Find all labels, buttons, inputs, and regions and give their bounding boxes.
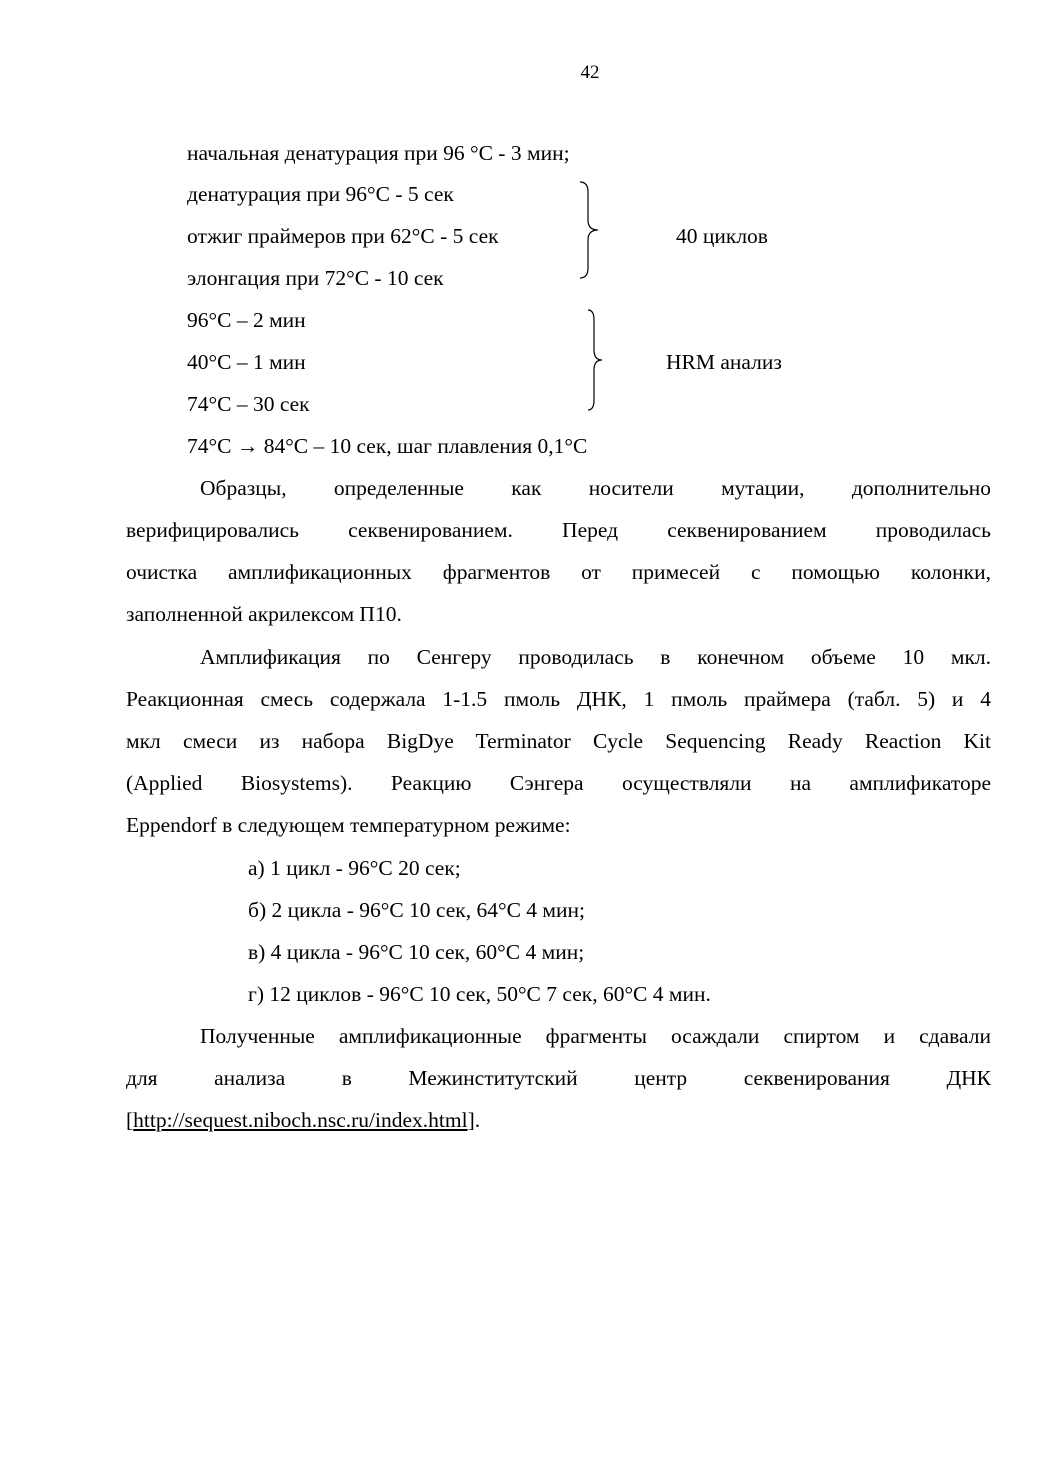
paragraph-line <box>126 1099 991 1141</box>
hrm-analysis-label: HRM анализ <box>666 350 782 374</box>
paragraph-line: верифицировались секвенированием. Перед секвенированием проводилась <box>126 518 991 542</box>
protocol-hrm-step: 40°С – 1 мин <box>187 350 306 374</box>
protocol-cycle-step: элонгация при 72°С - 10 сек <box>187 266 444 290</box>
sequest-link[interactable]: http://sequest.niboch.nsc.ru/index.html <box>133 1108 468 1132</box>
page-number: 42 <box>580 62 600 83</box>
protocol-initial-denaturation: начальная денатурация при 96 °С - 3 мин; <box>187 141 570 165</box>
bracket-open: [ <box>126 1108 134 1132</box>
sanger-step: а) 1 цикл - 96°С 20 сек; <box>248 856 461 880</box>
paragraph-line: Образцы, определенные как носители мутации, дополнительно <box>200 476 991 500</box>
protocol-melt-step: 74°С → 84°С – 10 сек, шаг плавления 0,1°С <box>187 434 588 458</box>
cycle-brace-icon <box>578 180 602 280</box>
protocol-hrm-step: 96°С – 2 мин <box>187 308 306 332</box>
bracket-close: ]. <box>467 1108 481 1132</box>
paragraph-submission <box>126 1015 991 1141</box>
paragraph-line: Реакционная смесь содержала 1-1.5 пмоль ДНК, 1 пмоль праймера (табл. 5) и 4 <box>126 687 991 711</box>
sanger-step: в) 4 цикла - 96°С 10 сек, 60°С 4 мин; <box>248 940 585 964</box>
sanger-step: г) 12 циклов - 96°С 10 сек, 50°С 7 сек, 60°С 4 мин. <box>248 982 711 1006</box>
paragraph-line: мкл смеси из набора BigDye Terminator Cycle Sequencing Ready Reaction Kit <box>126 729 991 753</box>
paragraph-verification <box>126 467 991 635</box>
hrm-brace-icon <box>586 308 606 412</box>
paragraph-line: Полученные амплификационные фрагменты осаждали спиртом и сдавали <box>200 1024 991 1048</box>
paragraph-line: заполненной акрилексом П10. <box>126 602 402 626</box>
paragraph-line: Амплификация по Сенгеру проводилась в конечном объеме 10 мкл. <box>200 645 991 669</box>
paragraph-sanger <box>126 636 991 846</box>
cycle-count-label: 40 циклов <box>676 224 768 248</box>
protocol-cycle-step: отжиг праймеров при 62°С - 5 сек <box>187 224 499 248</box>
protocol-cycle-step: денатурация при 96°С - 5 сек <box>187 182 454 206</box>
sanger-step: б) 2 цикла - 96°С 10 сек, 64°С 4 мин; <box>248 898 585 922</box>
paragraph-line: (Applied Biosystems). Реакцию Сэнгера осуществляли на амплификаторе <box>126 771 991 795</box>
protocol-hrm-step: 74°С – 30 сек <box>187 392 310 416</box>
paragraph-line: для анализа в Межинститутский центр секвенирования ДНК <box>126 1066 991 1090</box>
paragraph-line: очистка амплификационных фрагментов от примесей с помощью колонки, <box>126 560 991 584</box>
paragraph-line: Eppendorf в следующем температурном режиме: <box>126 813 571 837</box>
